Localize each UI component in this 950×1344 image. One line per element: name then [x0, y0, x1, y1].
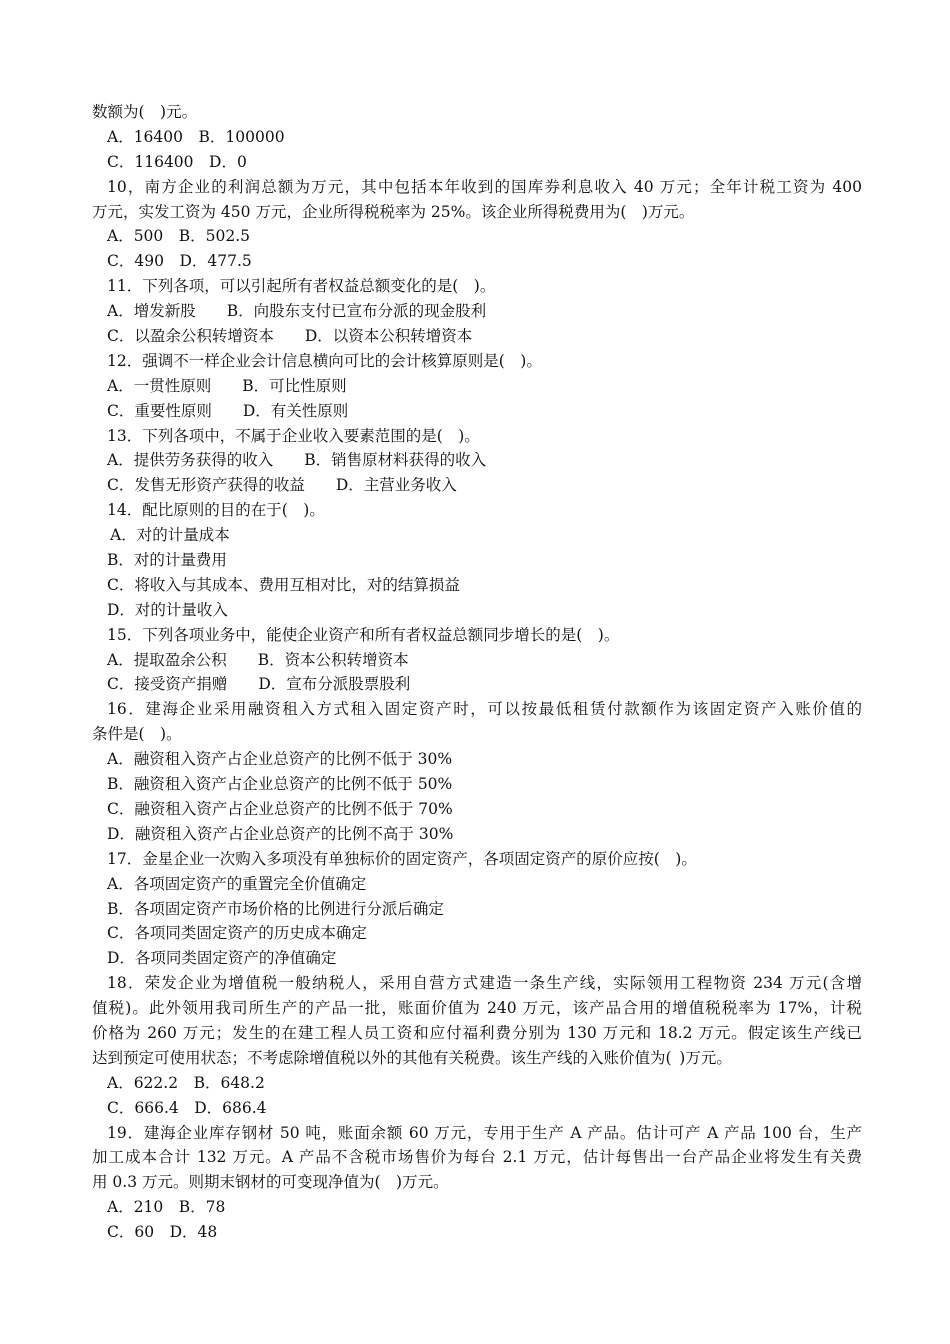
text-line: A．提供劳务获得的收入 B．销售原材料获得的收入	[107, 451, 487, 470]
text-line: B．融资租入资产占企业总资产的比例不低于 50%	[107, 775, 453, 794]
text-line: 10，南方企业的利润总额为万元，其中包括本年收到的国库券利息收入 40 万元；全年计税工资为 400	[107, 177, 862, 196]
text-line: 值税)。此外领用我司所生产的产品一批，账面价值为 240 万元，该产品合用的增值税税率为 17%，计税	[92, 999, 862, 1018]
text-line: A．提取盈余公积 B．资本公积转增资本	[107, 650, 409, 669]
text-line: 18．荣发企业为增值税一般纳税人，采用自营方式建造一条生产线，实际领用工程物资 234 万元(含增	[107, 974, 862, 993]
text-line: B．各项固定资产市场价格的比例进行分派后确定	[107, 899, 444, 918]
text-line: A．对的计量成本	[110, 526, 230, 545]
text-line: 12．强调不一样企业会计信息横向可比的会计核算原则是( )。	[107, 351, 542, 370]
text-line: C．发售无形资产获得的收益 D．主营业务收入	[107, 476, 457, 495]
text-line: C．以盈余公积转增资本 D．以资本公积转增资本	[107, 327, 473, 346]
text-line: 15．下列各项业务中，能使企业资产和所有者权益总额同步增长的是( )。	[107, 625, 620, 644]
text-line: 条件是( )。	[92, 725, 182, 744]
text-line: D．融资租入资产占企业总资产的比例不高于 30%	[107, 824, 454, 843]
text-line: C．各项同类固定资产的历史成本确定	[107, 924, 367, 943]
text-line: 17．金星企业一次购入多项没有单独标价的固定资产，各项固定资产的原价应按( )。	[107, 849, 697, 868]
text-line: 13．下列各项中，不属于企业收入要素范围的是( )。	[107, 426, 480, 445]
text-line: A．210 B．78	[107, 1198, 226, 1217]
text-line: 达到预定可使用状态；不考虑除增值税以外的其他有关税费。该生产线的入账价值为( )万元。	[92, 1048, 732, 1067]
text-line: A．增发新股 B．向股东支付已宣布分派的现金股利	[107, 302, 487, 321]
text-line: A．融资租入资产占企业总资产的比例不低于 30%	[107, 750, 453, 769]
text-line: C．666.4 D．686.4	[107, 1098, 267, 1117]
document-body	[92, 100, 862, 1245]
text-line: 16．建海企业采用融资租入方式租入固定资产时，可以按最低租赁付款额作为该固定资产入账价值的	[107, 700, 862, 719]
text-line: B．对的计量费用	[107, 551, 227, 570]
text-line: D．对的计量收入	[107, 600, 228, 619]
text-line: A．622.2 B．648.2	[107, 1073, 265, 1092]
text-line: A．一贯性原则 B．可比性原则	[107, 376, 347, 395]
text-line: C．接受资产捐赠 D．宣布分派股票股利	[107, 675, 411, 694]
text-line: C．490 D．477.5	[107, 252, 252, 271]
text-line: 价格为 260 万元；发生的在建工程人员工资和应付福利费分别为 130 万元和 18.2 万元。假定该生产线已	[92, 1023, 862, 1042]
text-line: 数额为( )元。	[92, 103, 198, 121]
text-line: A．各项固定资产的重置完全价值确定	[107, 874, 367, 893]
text-line: 11．下列各项，可以引起所有者权益总额变化的是( )。	[107, 277, 496, 296]
text-line: 19．建海企业库存钢材 50 吨，账面余额 60 万元，专用于生产 A 产品。估计可产 A 产品 100 台，生产	[107, 1123, 862, 1142]
text-line: 万元，实发工资为 450 万元，企业所得税税率为 25%。该企业所得税费用为( )万元。	[92, 202, 695, 221]
text-line: A．500 B．502.5	[107, 227, 251, 246]
text-line: D．各项同类固定资产的净值确定	[107, 949, 337, 968]
text-line: C．116400 D．0	[107, 152, 247, 171]
text-line: A．16400 B．100000	[107, 127, 285, 146]
text-line: 14．配比原则的目的在于( )。	[107, 501, 325, 520]
text-line: C．融资租入资产占企业总资产的比例不低于 70%	[107, 799, 453, 818]
text-line: C．重要性原则 D．有关性原则	[107, 401, 349, 420]
text-line: C．60 D．48	[107, 1223, 218, 1242]
text-line: C．将收入与其成本、费用互相对比，对的结算损益	[107, 575, 460, 594]
text-line: 加工成本合计 132 万元。A 产品不含税市场售价为每台 2.1 万元，估计每售出一台产品企业将发生有关费	[92, 1148, 862, 1167]
text-line: 用 0.3 万元。则期末钢材的可变现净值为( )万元。	[92, 1173, 449, 1192]
